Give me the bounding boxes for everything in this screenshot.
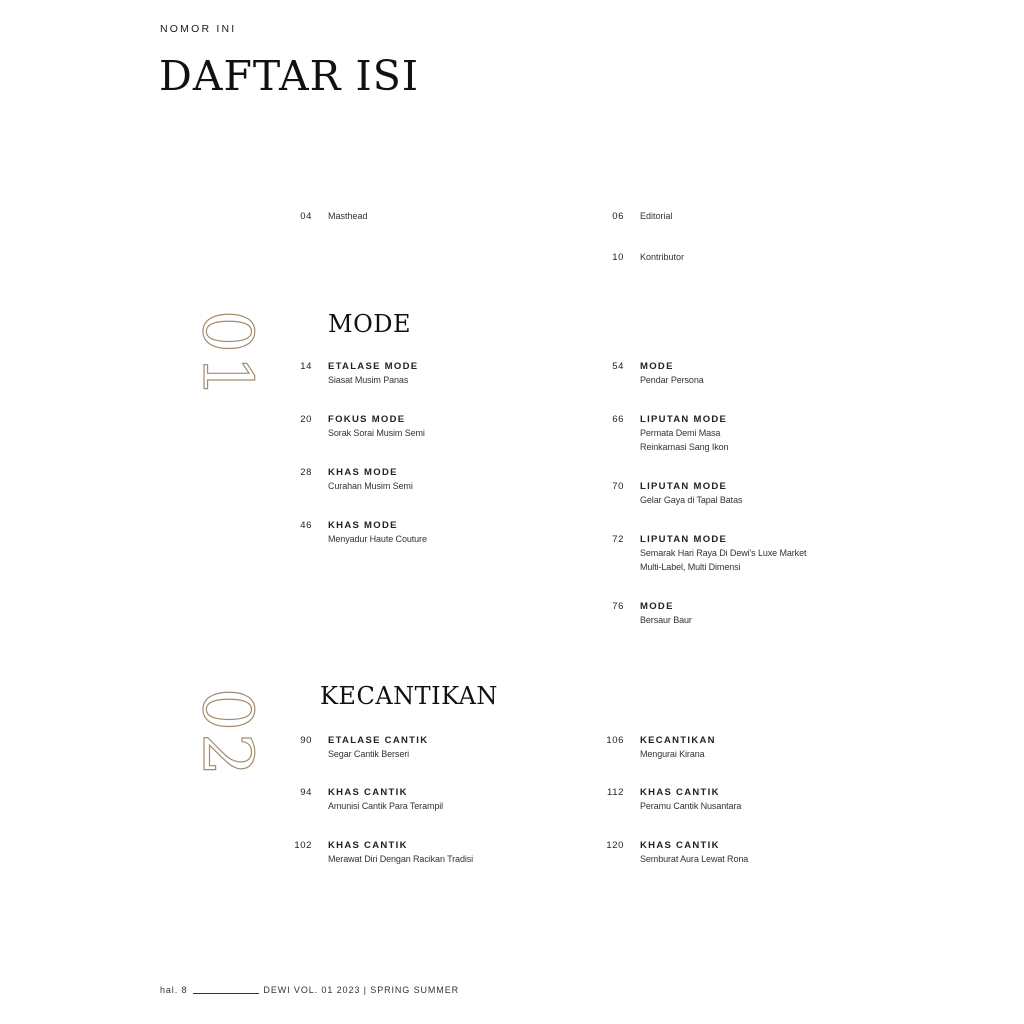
toc-entry-heading: KHAS MODE	[328, 467, 398, 478]
toc-entry-title: Pendar Persona	[640, 375, 704, 385]
toc-page-number: 106	[606, 735, 624, 746]
toc-entry-title: Sorak Sorai Musim Semi	[328, 428, 425, 438]
toc-page-number: 28	[300, 467, 312, 478]
toc-entry-title: Merawat Diri Dengan Racikan Tradisi	[328, 854, 474, 864]
toc-entry-heading: ETALASE CANTIK	[328, 735, 429, 746]
footer-publication: DEWI VOL. 01 2023 | SPRING SUMMER	[263, 985, 460, 995]
toc-entry-heading: KHAS CANTIK	[328, 840, 408, 851]
toc-entry-heading: KHAS MODE	[328, 520, 398, 531]
toc-entry-title: Gelar Gaya di Tapal Batas	[640, 495, 743, 505]
page-title: DAFTAR ISI	[159, 52, 420, 100]
toc-entry-heading: LIPUTAN MODE	[640, 481, 728, 492]
toc-entry-title: Peramu Cantik Nusantara	[640, 801, 742, 811]
toc-entry-heading: ETALASE MODE	[328, 361, 419, 372]
toc-entry-heading: MODE	[640, 361, 674, 372]
toc-entry-heading: LIPUTAN MODE	[640, 534, 728, 545]
toc-page-number: 04	[300, 211, 312, 222]
toc-page-number: 66	[612, 414, 624, 425]
toc-entry-title: Mengurai Kirana	[640, 749, 705, 759]
toc-entry-title: Bersaur Baur	[640, 615, 692, 625]
toc-entry-heading: FOKUS MODE	[328, 414, 406, 425]
toc-entry-title: Permata Demi Masa	[640, 428, 721, 438]
toc-page-number: 72	[612, 534, 624, 545]
toc-page-number: 94	[300, 787, 312, 798]
toc-page-number: 90	[300, 735, 312, 746]
toc-entry-heading: KECANTIKAN	[640, 735, 716, 746]
toc-entry-title: Amunisi Cantik Para Terampil	[328, 801, 444, 811]
toc-page-number: 46	[300, 520, 312, 531]
section-kicker: NOMOR INI	[160, 23, 237, 35]
toc-page-number: 10	[612, 252, 624, 263]
toc-entry-title: Semarak Hari Raya Di Dewi's Luxe Market	[640, 548, 807, 558]
toc-entry-title: Semburat Aura Lewat Rona	[640, 854, 749, 864]
toc-entry-label[interactable]: Kontributor	[640, 252, 685, 262]
toc-entry-heading: KHAS CANTIK	[640, 840, 720, 851]
toc-entry-heading: MODE	[640, 601, 674, 612]
toc-entry-title: Reinkarnasi Sang Ikon	[640, 442, 729, 452]
toc-entry-title: Curahan Musim Semi	[328, 481, 413, 491]
toc-page-number: 112	[607, 787, 624, 798]
toc-entry-title: Multi-Label, Multi Dimensi	[640, 562, 741, 572]
toc-page-number: 20	[300, 414, 312, 425]
toc-page-number: 54	[612, 361, 624, 372]
toc-entry-title: Segar Cantik Berseri	[328, 749, 410, 759]
toc-page-number: 102	[294, 840, 312, 851]
toc-page-number: 06	[612, 211, 624, 222]
section-title: KECANTIKAN	[320, 682, 498, 710]
toc-entry-heading: KHAS CANTIK	[640, 787, 720, 798]
toc-entry-title: Siasat Musim Panas	[328, 375, 409, 385]
toc-entry-heading: LIPUTAN MODE	[640, 414, 728, 425]
page-footer	[160, 985, 459, 995]
toc-entry-title: Menyadur Haute Couture	[328, 534, 427, 544]
footer-divider	[193, 993, 259, 994]
toc-entry-heading: KHAS CANTIK	[328, 787, 408, 798]
footer-page-label: hal. 8	[160, 985, 188, 995]
toc-entry-label[interactable]: Editorial	[640, 211, 673, 221]
section-number: 02	[187, 687, 266, 779]
toc-entry-label[interactable]: Masthead	[328, 211, 368, 221]
section-title: MODE	[328, 310, 412, 338]
toc-page-number: 70	[612, 481, 624, 492]
toc-page-number: 76	[612, 601, 624, 612]
section-number: 01	[187, 309, 266, 401]
toc-page-number: 14	[300, 361, 312, 372]
toc-page-number: 120	[606, 840, 624, 851]
